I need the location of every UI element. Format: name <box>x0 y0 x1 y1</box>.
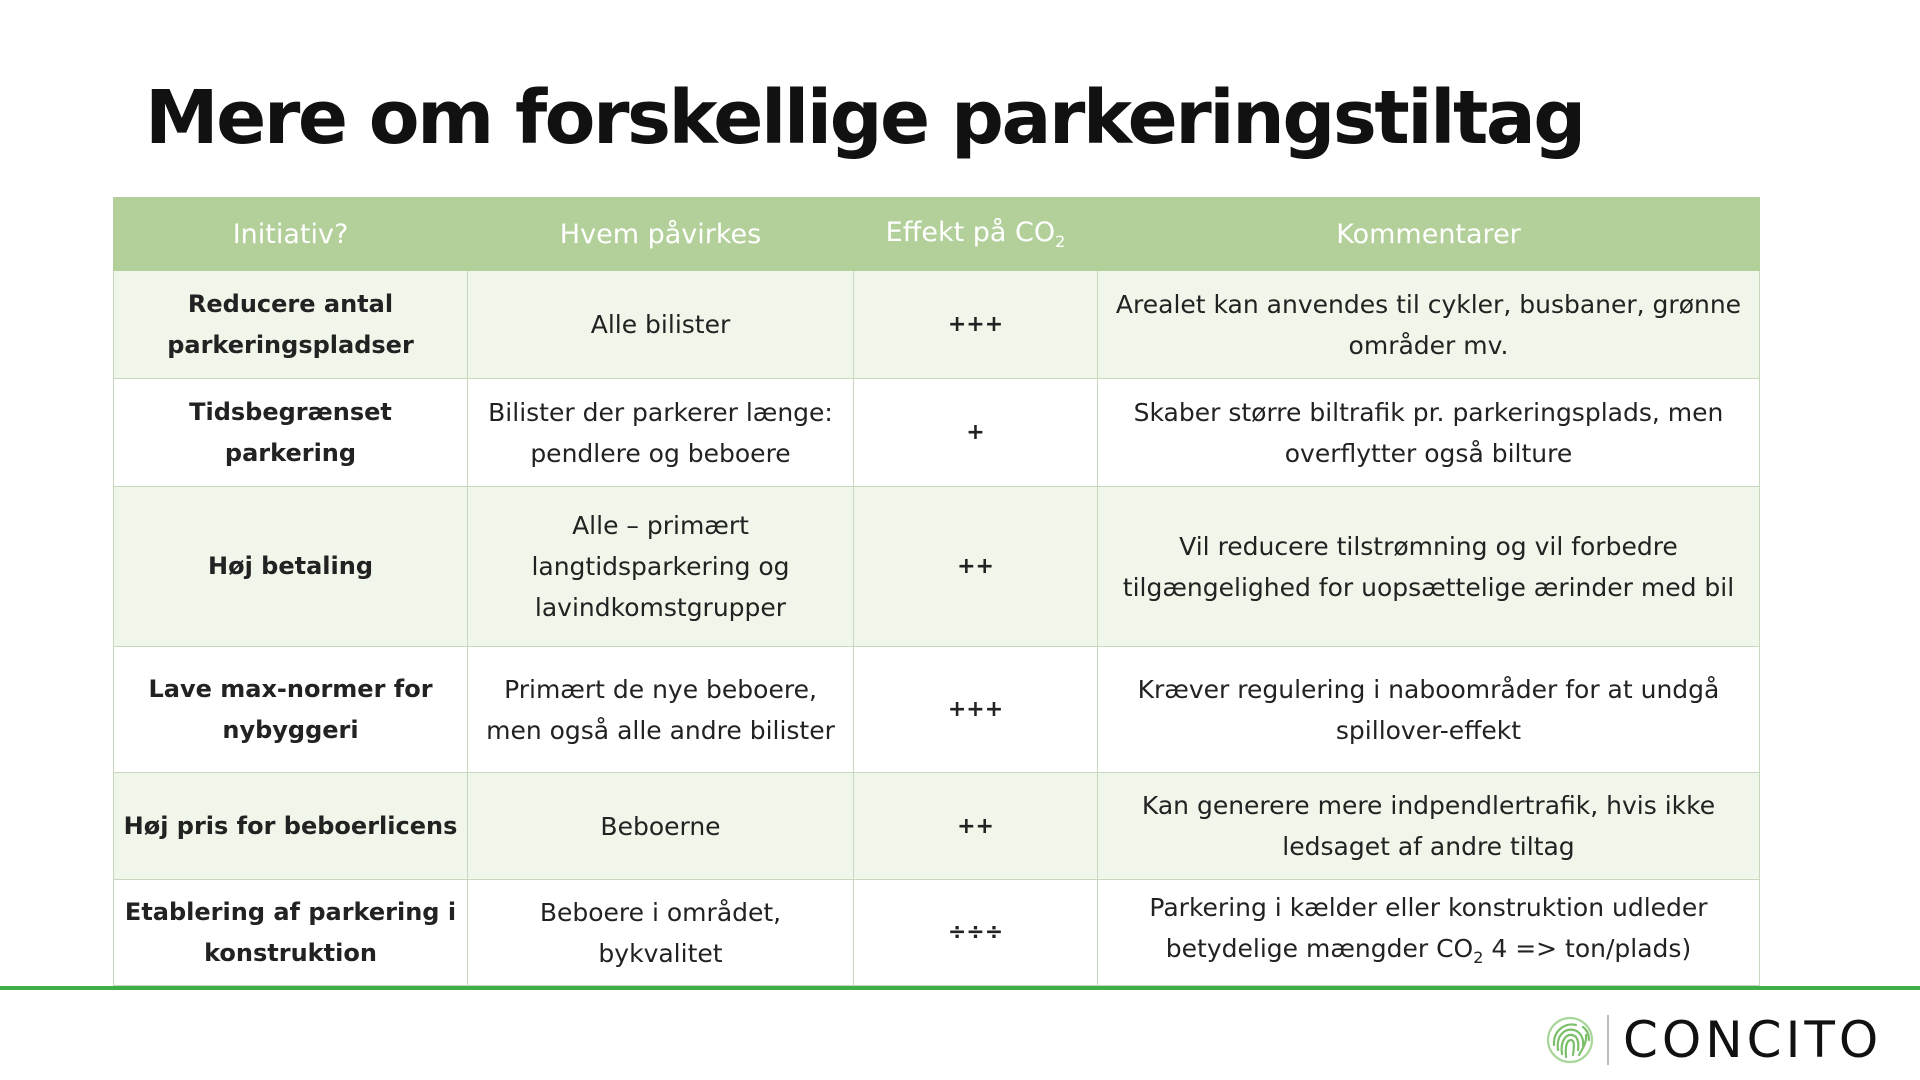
cell-initiative: Etablering af parkering i konstruktion <box>114 880 468 986</box>
cell-affected: Bilister der parkerer længe: pendlere og beboere <box>468 379 854 487</box>
header-initiative: Initiativ? <box>114 198 468 271</box>
parking-measures-table <box>113 197 1760 986</box>
table-row <box>114 647 1760 773</box>
cell-effect: ÷÷÷ <box>854 880 1098 986</box>
table-row <box>114 487 1760 647</box>
table-row <box>114 880 1760 986</box>
cell-initiative: Høj pris for beboerlicens <box>114 773 468 880</box>
header-affected: Hvem påvirkes <box>468 198 854 271</box>
slide-title: Mere om forskellige parkeringstiltag <box>145 75 1584 161</box>
cell-affected: Primært de nye beboere, men også alle andre bilister <box>468 647 854 773</box>
cell-effect: +++ <box>854 271 1098 379</box>
cell-comment: Kan generere mere indpendlertrafik, hvis ikke ledsaget af andre tiltag <box>1098 773 1760 880</box>
table-row <box>114 271 1760 379</box>
cell-affected: Alle bilister <box>468 271 854 379</box>
cell-initiative: Reducere antal parkeringspladser <box>114 271 468 379</box>
cell-effect: ++ <box>854 487 1098 647</box>
fingerprint-icon <box>1545 1015 1595 1065</box>
cell-comment <box>1098 880 1760 986</box>
cell-comment: Skaber større biltrafik pr. parkeringsplads, men overflytter også bilture <box>1098 379 1760 487</box>
cell-effect: ++ <box>854 773 1098 880</box>
header-effect-text: Effekt på CO <box>885 217 1056 248</box>
cell-effect: +++ <box>854 647 1098 773</box>
header-effect <box>854 198 1098 271</box>
cell-comment: Arealet kan anvendes til cykler, busbaner, grønne områder mv. <box>1098 271 1760 379</box>
cell-comment: Vil reducere tilstrømning og vil forbedre tilgængelighed for uopsættelige ærinder med bil <box>1098 487 1760 647</box>
cell-initiative: Tidsbegrænset parkering <box>114 379 468 487</box>
table-row <box>114 379 1760 487</box>
footer-divider <box>0 986 1920 990</box>
cell-affected: Alle – primært langtidsparkering og lavindkomstgrupper <box>468 487 854 647</box>
comment-text: Parkering i kælder eller konstruktion udleder betydelige mængder CO <box>1149 893 1708 963</box>
table-header-row <box>114 198 1760 271</box>
table-row <box>114 773 1760 880</box>
comment-subscript: 2 <box>1473 948 1484 967</box>
header-comments: Kommentarer <box>1098 198 1760 271</box>
comment-text-suffix: 4 => ton/plads) <box>1483 934 1692 963</box>
cell-initiative: Lave max-normer for nybyggeri <box>114 647 468 773</box>
logo-divider <box>1607 1015 1609 1065</box>
logo-text: CONCITO <box>1623 1011 1883 1069</box>
cell-comment: Kræver regulering i naboområder for at undgå spillover-effekt <box>1098 647 1760 773</box>
cell-initiative: Høj betaling <box>114 487 468 647</box>
cell-effect: + <box>854 379 1098 487</box>
cell-affected: Beboere i området, bykvalitet <box>468 880 854 986</box>
cell-affected: Beboerne <box>468 773 854 880</box>
concito-logo <box>1545 1010 1882 1070</box>
header-effect-subscript: 2 <box>1055 232 1066 251</box>
